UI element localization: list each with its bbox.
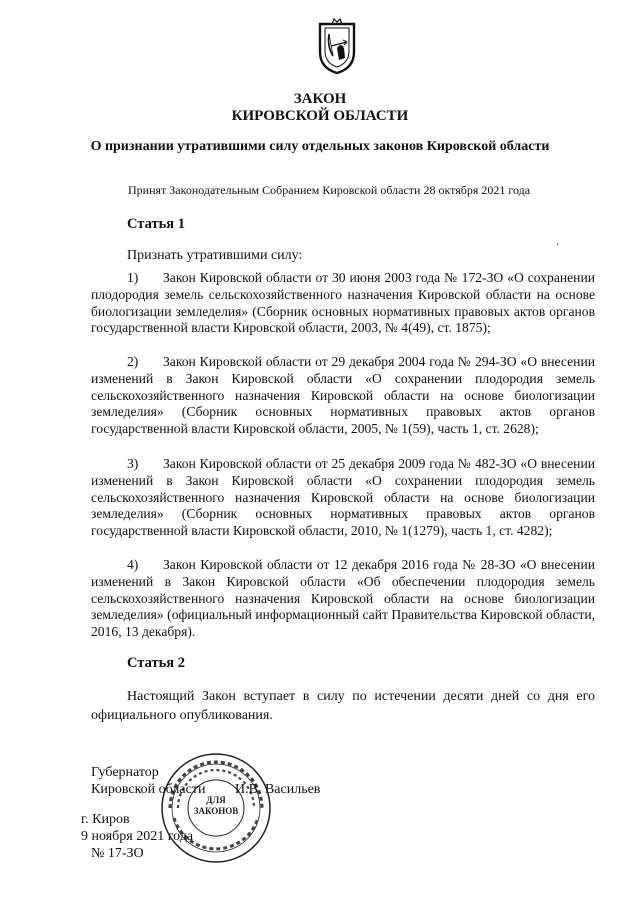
- list-item-text: Закон Кировской области от 30 июня 2003 года № 172-ЗО «О сохранении плодородия земель сельскохозяйственного назначения Кировской области на основе биологизации земледелия» (Сборник основных нормативных правовых актов органов государственной власти Кировской области, 2003, № 4(49), ст. 1875);: [91, 270, 595, 336]
- stamp-text: ДЛЯ: [206, 795, 226, 805]
- stamp-text: ЗАКОНОВ: [193, 806, 239, 816]
- list-item-number: 3): [127, 456, 139, 471]
- list-item: [91, 456, 595, 540]
- list-item-text: Закон Кировской области от 12 декабря 2016 года № 28-ЗО «О внесении изменений в Закон Кировской области «Об обеспечении плодородия земель сельскохозяйственного назначения Кировской области на основе биологизации земледелия» (официальный информационный сайт Правительства Кировской области, 2016, 13 декабря).: [91, 557, 595, 640]
- list-item-text: Закон Кировской области от 29 декабря 2004 года № 294-ЗО «О внесении изменений в Закон Кировской области «О сохранении плодородия земель сельскохозяйственного назначения Кировской области на основе биологизации земледелия» (Сборник основных нормативных правовых актов органов государственной власти Кировской области, 2005, № 1(59), часть 1, ст. 2628);: [91, 354, 595, 437]
- law-number: № 17-ЗО: [91, 846, 144, 861]
- list-item-number: 1): [127, 270, 139, 285]
- coat-of-arms-emblem-icon: [317, 18, 357, 74]
- signing-place: г. Киров: [81, 812, 130, 827]
- article-2-text: Настоящий Закон вступает в силу по истечении десяти дней со дня его официального опубликования.: [91, 689, 595, 723]
- adoption-note: Принят Законодательным Собранием Кировской области 28 октября 2021 года: [128, 183, 531, 197]
- article-1-heading: Статья 1: [127, 216, 185, 232]
- signing-date: 9 ноября 2021 года: [81, 829, 194, 844]
- governor-title: Губернатор: [91, 765, 159, 780]
- stamp-center: [160, 752, 272, 864]
- list-item-number: 4): [127, 557, 139, 572]
- document-title-region: КИРОВСКОЙ ОБЛАСТИ: [231, 108, 409, 124]
- list-item-number: 2): [127, 354, 139, 369]
- article-2-heading: Статья 2: [127, 655, 185, 671]
- list-item: [91, 557, 595, 641]
- article-1-intro: Признать утратившими силу:: [127, 248, 303, 263]
- list-item: [91, 270, 595, 337]
- governor-name: И.В. Васильев: [235, 782, 321, 797]
- stray-mark: ·: [556, 240, 560, 251]
- governor-region: Кировской области: [91, 782, 206, 797]
- list-item: [91, 354, 595, 438]
- document-title: ЗАКОН: [293, 91, 347, 107]
- document-subtitle: О признании утратившими силу отдельных законов Кировской области: [90, 139, 550, 154]
- list-item-text: Закон Кировской области от 25 декабря 2009 года № 482-ЗО «О внесении изменений в Закон Кировской области «О сохранении плодородия земель сельскохозяйственного назначения Кировской области на основе биологизации земледелия» (Сборник основных нормативных правовых актов органов государственной власти Кировской области, 2010, № 1(1279), часть 1, ст. 4282);: [91, 456, 595, 539]
